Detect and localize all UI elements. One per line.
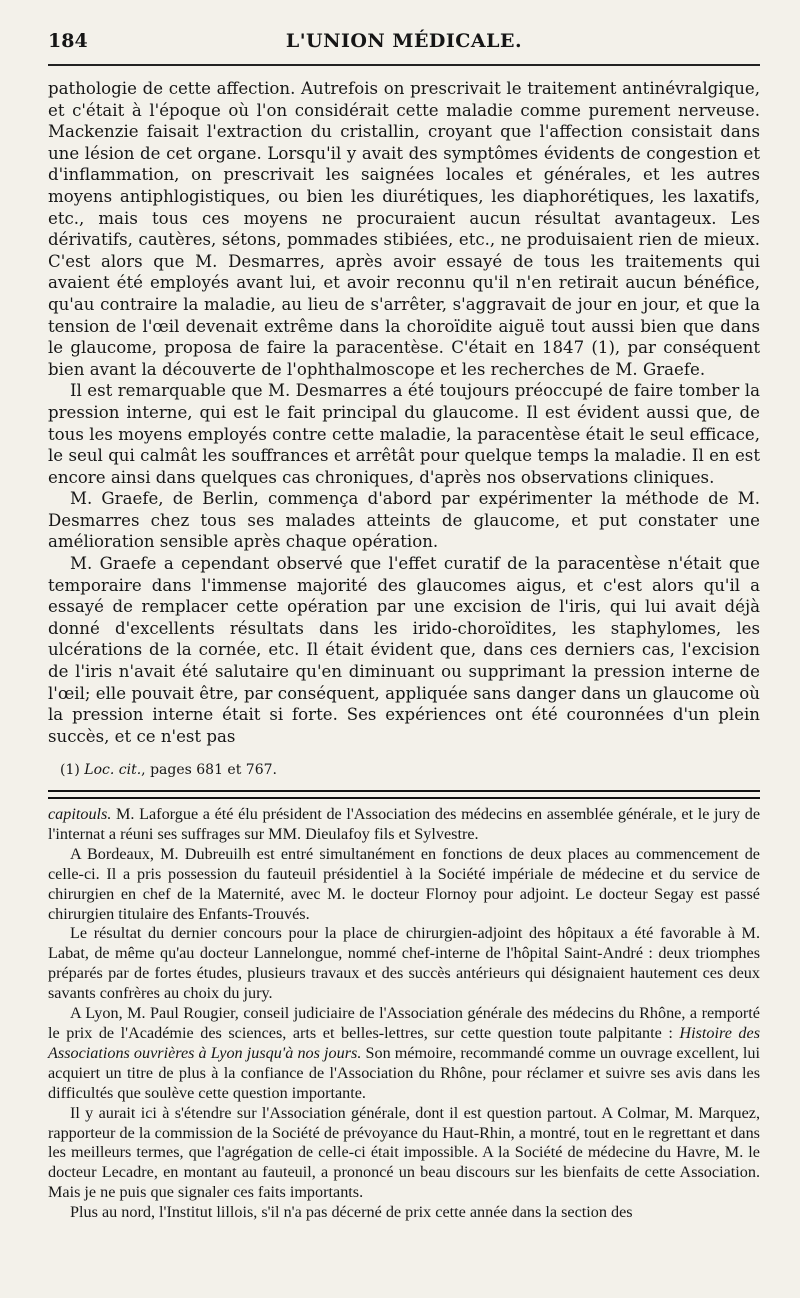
page-number: 184 <box>48 30 88 52</box>
main-text <box>48 78 760 747</box>
running-title: L'UNION MÉDICALE. <box>285 30 523 52</box>
feuilleton-text-part: A Lyon, M. Paul Rougier, conseil judiciaire de l'Association générale des médecins du Rhône, a remporté le prix de l'Académie des sciences, arts et belles-lettres, sur cette question toute palpitante : <box>48 1004 760 1042</box>
header-rule <box>48 64 760 66</box>
feuilleton-paragraph-rest: M. Laforgue a été élu président de l'Association des médecins en assemblée générale, et le jury de l'internat a réuni ses suffrages sur MM. Dieulafoy fils et Sylvestre. <box>48 805 760 843</box>
footnote <box>60 762 760 778</box>
page-header <box>48 30 760 62</box>
feuilleton-paragraph <box>48 805 760 845</box>
feuilleton-paragraph: Il y aurait ici à s'étendre sur l'Association générale, dont il est question partout. A Colmar, M. Marquez, rapporteur de la commission de la Société de prévoyance du Haut-Rhin, a montré, tout en le regrettant et dans les meilleurs termes, que l'agrégation de celle-ci était impossible. A la Société de médecine du Havre, M. le docteur Lecadre, en montant au fauteuil, a prononcé un beau discours sur les bienfaits de cette Association. Mais je ne puis que signaler ces faits importants. <box>48 1103 760 1202</box>
feuilleton-paragraph: A Bordeaux, M. Dubreuilh est entré simultanément en fonctions de deux places au commencement de celle-ci. Il a pris possession du fauteuil présidentiel à la Société impériale de médecine et du service de chirurgien en chef de la Maternité, avec M. le docteur Flornoy pour adjoint. Le docteur Segay est passé chirurgien titulaire des Enfants-Trouvés. <box>48 844 760 923</box>
main-paragraph: pathologie de cette affection. Autrefois on prescrivait le traitement antinévralgique, et c'était à l'époque où l'on considérait cette maladie comme purement nerveuse. Mackenzie faisait l'extraction du cristallin, croyant que l'affection consistait dans une lésion de cet organe. Lorsqu'il y avait des symptômes évidents de congestion et d'inflammation, on prescrivait les saignées locales et générales, et les autres moyens antiphlogistiques, ou bien les diurétiques, les diaphorétiques, les laxatifs, etc., mais tous ces moyens ne procuraient aucun résultat avantageux. Les dérivatifs, cautères, sétons, pommades stibiées, etc., ne produisaient rien de mieux. C'est alors que M. Desmarres, après avoir essayé de tous les traitements qui avaient été employés avant lui, et avoir reconnu qu'il n'en retirait aucun bénéfice, qu'au contraire la maladie, au lieu de s'arrêter, s'aggravait de jour en jour, et que la tension de l'œil devenait extrême dans la choroïdite aiguë tout aussi bien que dans le glaucome, proposa de faire la paracentèse. C'était en 1847 (1), par conséquent bien avant la découverte de l'ophthalmoscope et les recherches de M. Graefe. <box>48 79 760 379</box>
footnote-pages: , pages 681 et 767. <box>141 762 277 778</box>
feuilleton-separator <box>48 790 760 799</box>
feuilleton-paragraph: Plus au nord, l'Institut lillois, s'il n'a pas décerné de prix cette année dans la section des <box>70 1203 633 1222</box>
book-title: Histoire des Associations ouvrières à Lyon jusqu'à nos jours. <box>48 1023 760 1062</box>
feuilleton-text-part: Son mémoire, recommandé comme un ouvrage excellent, lui acquiert un titre de plus à la confiance de l'Association du Rhône, pour réclamer et suivre ses avis dans les difficultés que soulève cette question importante. <box>48 1043 760 1102</box>
footnote-reference: Loc. cit. <box>84 762 142 778</box>
main-paragraph: M. Graefe a cependant observé que l'effet curatif de la paracentèse n'était que temporaire dans l'immense majorité des glaucomes aigus, et c'est alors qu'il a essayé de remplacer cette opération par une excision de l'iris, qui lui avait déjà donné d'excellents résultats dans les irido-choroïdites, les staphylomes, les ulcérations de la cornée, etc. Il était évident que, dans ces derniers cas, l'excision de l'iris n'avait été salutaire qu'en diminuant ou supprimant la pression interne de l'œil; elle pouvait être, par conséquent, appliquée sans danger dans un glaucome où la pression interne était si forte. Ses expériences ont été couronnées d'un plein succès, et ce n'est pas <box>48 554 760 746</box>
footnote-marker: (1) <box>60 762 80 778</box>
main-paragraph: Il est remarquable que M. Desmarres a été toujours préoccupé de faire tomber la pression interne, qui est le fait principal du glaucome. Il est évident aussi que, de tous les moyens employés contre cette maladie, la paracentèse était le seul efficace, le seul qui calmât les souffrances et arrêtât pour quelque temps la maladie. Il en est encore ainsi dans quelques cas chroniques, d'après nos observations cliniques. <box>48 381 760 487</box>
feuilleton-paragraph: Le résultat du dernier concours pour la place de chirurgien-adjoint des hôpitaux a été favorable à M. Labat, de même qu'au docteur Lannelongue, nommé chef-interne de l'hôpital Saint-André : deux triomphes préparés par de fortes études, plusieurs travaux et des succès antérieurs qui désignaient hautement ces deux savants confrères au choix du jury. <box>48 924 760 1003</box>
feuilleton-paragraph <box>48 1004 760 1104</box>
main-paragraph: M. Graefe, de Berlin, commença d'abord par expérimenter la méthode de M. Desmarres chez tous ses malades atteints de glaucome, et put constater une amélioration sensible après chaque opération. <box>48 489 760 552</box>
feuilleton-text <box>48 805 760 1223</box>
feuilleton-lead-word: capitouls. <box>48 805 112 823</box>
